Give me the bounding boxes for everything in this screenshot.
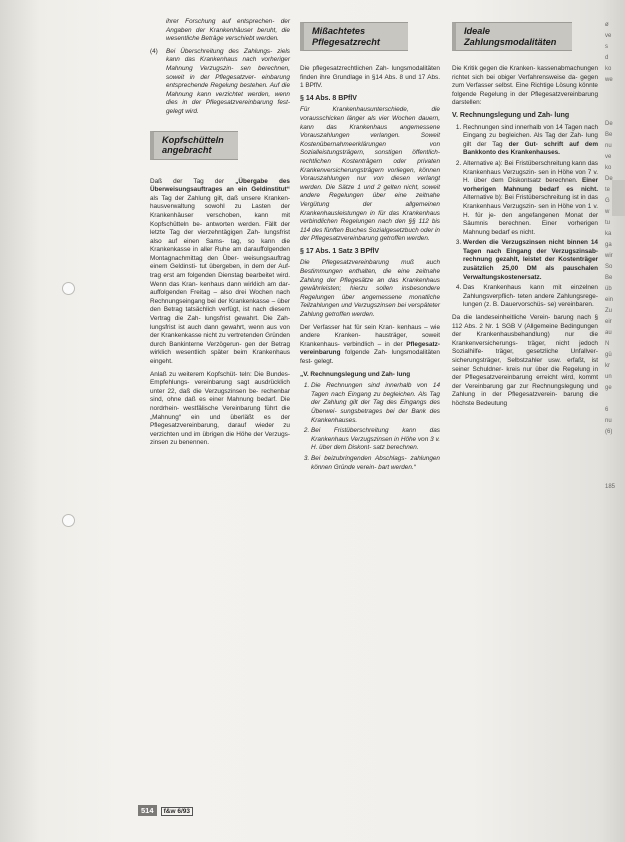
section-14-abs8-text: Für Krankenhausunterschiede, die vorausschicken länger als vier Wochen dauern, kann das Krankenhaus angemessene Vorauszahlungen verlangen. Soweit Kostenübernahmeerklärungen von Sozialleistungsträgern, sonstigen öffentlich-rechtlichen Kostenträgern oder privaten Krankenversicherungsträgern vorliegen, können Vorauszahlungen nur von diesen verlangt werden. Die Sätze 1 und 2 gelten nicht, soweit andere Regelungen über eine zeitnahe Vergütung der allgemeinen Krankenhausleistungen in für das Krankenhaus verbindlichen Regelungen nach den §§ 112 bis 114 des fünften Buches Sozialgesetzbuch oder in der Pflegesatzvereinbarung getroffen werden.	[300, 106, 440, 243]
edge-fragment	[605, 394, 625, 405]
quote-title: „V. Rechnungslegung und Zah- lung	[300, 370, 411, 378]
top-item-b	[150, 48, 290, 117]
edge-fragment	[605, 86, 625, 97]
para1-post: als Tag der Zahlung gilt, daß unsere Kranken- hausverwaltung sowohl zu Lasten der Krankenhäuser verschoben, kann mit Kopfschütteln be- antworten werden. Fällt der letzte Tag der vierzehntägigen Zah- lungsfrist also auf einen Sams- tag, so kann die Krankenkasse in aller Ruhe am darauffolgenden Montagnachmittag den Über- weisungsauftrag einem Geldinsti- tut übergeben, in dem der Auf- trag erst am folgenden Dienstag bearbeitet wird. Wenn das Kran- kenhaus dann wirklich am dar- auffolgenden Freitag – also drei Wochen nach Rechnungseingang bei der Krankenkasse – über den Betrag tatsächlich verfügt, ist nach diesem Vertrag die Zah- lungsfrist gewahrt. Die Zah- lungsfrist ist auch dann gewahrt, wenn aus von der Krankenkasse nicht zu vertretenden Gründen durch Bankinterne Verzögerun- gen der Betrag wirklich wesentlich später beim Krankenhaus eingeht.	[150, 194, 290, 365]
para1-bold: „Übergabe des Überweisungsauftrages an ein Geldinstitut“	[150, 177, 290, 194]
edge-fragment: 6	[605, 407, 609, 413]
edge-fragment: So	[605, 264, 613, 270]
item-text: Alternative a): Bei Fristüberschreitung kann das Krankenhaus Verzugszin- sen in Höhe von 7 v. H. über dem Diskontsatz berechnen.	[463, 159, 598, 185]
item-bold: Werden die Verzugszinsen nicht binnen 14 Tagen nach Eingang der Verzugszinsab- rechnung gezahlt, leistet der Kostenträger zusätzlich 25,00 DM als pauschalen Verwaltungskostenersatz.	[463, 239, 598, 281]
intro-paragraph: Die Kritik gegen die Kranken- kassenabmachungen richtet sich bei obiger Verfahrensweise da- gegen zum Verfasser selbst. Eine Richtige Lösung könnte folgende Regelung in der Pflegesatzvereinbarung darstellen:	[452, 65, 598, 107]
column-3	[452, 22, 598, 413]
edge-fragment: nu	[605, 418, 612, 424]
item-text: Rechnungen sind innerhalb von 14 Tagen nach Eingang zu begleichen. Als Tag der Zah- lung gilt der Tag	[463, 123, 598, 148]
edge-fragment: nu	[605, 143, 612, 149]
regulation-list	[452, 124, 598, 310]
edge-fragment: un	[605, 374, 612, 380]
edge-fragment: au	[605, 330, 612, 336]
column-1	[150, 18, 290, 452]
edge-fragment: gü	[605, 352, 612, 358]
heading-zahlungsmodalitaeten: Ideale Zahlungsmodalitäten	[452, 22, 572, 51]
edge-fragment: De	[605, 176, 613, 182]
edge-fragment: G	[605, 198, 610, 204]
item-bold: Einer vorherigen Mahnung bedarf es nicht.	[463, 177, 598, 193]
para3-pre: Der Verfasser hat für sein Kran- kenhaus – wie andere Kranken- hausträger, soweit Krankenhaus- verbindlich – in der	[300, 323, 440, 348]
section-17-abs1-text: Die Pflegesatzvereinbarung muß auch Bestimmungen enthalten, die eine zeitnahe Zahlung der Pflegesätze an das Krankenhaus gewährleisten; hierzu sollen insbesondere Regelungen über angemessene monatliche Teilzahlungen und Verzugszinsen bei verspäteter Zahlung getroffen werden.	[300, 259, 440, 319]
punch-hole-bottom	[62, 514, 75, 527]
paragraph-zahlungstag	[150, 178, 290, 367]
regulation-item	[463, 160, 598, 237]
edge-fragment: we	[605, 77, 613, 83]
top-item-a: ihrer Forschung auf entsprechen- der Angaben der Krankenhäuser beruht, die wesentliche Beträge verschiebt werden.	[166, 18, 290, 43]
regulation-item	[463, 124, 598, 158]
para3-post: folgende Zah- lungsmodalitäten fest- gelegt.	[300, 349, 440, 365]
edge-fragment: tu	[605, 220, 611, 226]
edge-fragment: w	[605, 209, 610, 215]
edge-fragment: ve	[605, 154, 612, 160]
edge-fragment: (6)	[605, 429, 613, 435]
top-item-b-number: (4)	[150, 47, 158, 55]
edge-fragment: ka	[605, 231, 612, 237]
regulation-item	[463, 239, 598, 282]
heading-pflegesatzrecht: Mißachtetes Pflegesatzrecht	[300, 22, 408, 51]
edge-fragment: wir	[605, 253, 613, 259]
journal-logo: f&w 6/93	[161, 807, 193, 816]
edge-fragment: ga	[605, 242, 612, 248]
edge-fragment: ge	[605, 385, 612, 391]
paragraph-vereinbarung	[300, 324, 440, 367]
para3-bold: Pflegesatz- vereinbarung	[300, 340, 440, 357]
facing-page-edge	[605, 20, 625, 493]
item-text: Alternative b): Bei Fristüberschreitung ist in das Krankenhaus Verzugszin- sen in Höhe von 1 v. H. für je- den angefangenen Monat der Säumnis berechnen. Einer vorherigen Mahnung bedarf es nicht.	[463, 194, 598, 236]
edge-fragment	[605, 438, 625, 449]
regulation-item	[463, 284, 598, 310]
paragraph-mahnung: Anlaß zu weiterem Kopfschüt- teln: Die Bundes-Empfehlungs- vereinbarung sagt ausdrücklich unter 22, daß die Verzugszinsen be- rechenbar sind, ohne daß es einer Mahnung bedarf. Die nordrhein- westfälische Vereinbarung führt die „Mahnung“ ein und überläßt es der Pflegesatzvereinbarung, darauf wieder zu verzichten und im übrigen die Höhe der Verzugs- zinsen zu benennen.	[150, 370, 290, 447]
edge-fragment: eir	[605, 319, 612, 325]
heading-kopfschuetteln: Kopfschütteln angebracht	[150, 131, 238, 160]
quote-item: 3. Bei beizubringenden Abschlags- zahlungen können Gründe verein- bart werden.“	[311, 455, 440, 472]
edge-fragment	[605, 97, 625, 108]
item-text: Das Krankenhaus kann mit einzelnen Zahlungsverpflich- teten andere Zahlungsrege- lungen (z. B. Dauervorschüs- se) vereinbaren.	[463, 284, 598, 309]
intro-paragraph: Die pflegesatzrechtlichen Zah- lungsmodalitäten finden ihre Grundlage in §14 Abs. 8 und 17 Abs. 1 BPflV.	[300, 65, 440, 90]
edge-fragment: ein	[605, 297, 614, 303]
edge-fragment	[605, 108, 625, 119]
edge-fragment: kr	[605, 363, 610, 369]
closing-paragraph: Da die landeseinheitliche Verein- barung nach § 112 Abs. 2 Nr. 1 SGB V (Allgemeine Bedingungen der Krankenhausbehandlung) nur die Krankenversicherungs- träger, nicht jedoch Sozialhilfe- träger, gesetzliche Unfallver- sicherungsträger, Selbstzahler usw. erfaßt, ist seiner Schuldner- kreis nur über die Regelung in der Pflegesatzvereinbarung erreicht wird, kommt der Vereinbarung gar zur Rechnungslegung und Zahlung in der Pflegesatzverein- barung die höchste Bedeutung	[452, 314, 598, 407]
page-number: 514	[138, 805, 157, 816]
para1-pre: Daß der Tag der	[150, 177, 236, 185]
edge-fragment: s	[605, 44, 608, 50]
section-14-abs8: § 14 Abs. 8 BPflV	[300, 94, 357, 102]
edge-fragment	[605, 449, 625, 460]
quote-item: 2. Bei Fristüberschreitung kann das Krankenhaus Verzugszinsen in Höhe von 3 v. H. über dem Diskont- satz berechnen.	[311, 427, 440, 453]
edge-fragment: üb	[605, 286, 612, 292]
edge-fragment: te	[605, 187, 611, 193]
edge-fragment	[605, 460, 625, 471]
section-17-abs1: § 17 Abs. 1 Satz 3 BPflV	[300, 247, 380, 255]
section-title: V. Rechnungslegung und Zah- lung	[452, 111, 570, 119]
edge-fragment	[605, 471, 625, 482]
edge-fragment: ø	[605, 22, 609, 28]
page-footer	[138, 806, 193, 815]
edge-fragment: ko	[605, 66, 612, 72]
quote-list	[300, 382, 440, 472]
edge-fragment: ve	[605, 33, 612, 39]
quote-item: 1. Die Rechnungen sind innerhalb von 14 Tagen nach Eingang zu begleichen. Als Tag der Zahlung gilt der Tag des Eingangs des Überwei- sungsbetrages bei der Bank des Krankenhauses.	[311, 382, 440, 425]
edge-fragment: Be	[605, 275, 613, 281]
item-bold: der Gut- schrift auf dem Bankkonto des Krankenhauses.	[463, 140, 598, 157]
edge-fragment: Zu	[605, 308, 613, 314]
top-item-b-text: Bei Überschreitung des Zahlungs- ziels kann das Krankenhaus nach vorheriger Mahnung Verzugszin- sen berechnen, soweit in der Pflegesatzver- einbarung entsprechende Regelung bestehen. Auf die Mahnung kann verzichtet werden, wenn dies in der Pflegesatzvereinbarung fest- gelegt wird.	[166, 47, 290, 115]
edge-fragment: N	[605, 341, 610, 347]
edge-fragment: Be	[605, 132, 613, 138]
column-2	[300, 22, 440, 476]
edge-fragment: ko	[605, 165, 612, 171]
edge-fragment: d	[605, 55, 609, 61]
punch-hole-top	[62, 282, 75, 295]
edge-fragment: De	[605, 121, 613, 127]
edge-fragment: 185	[605, 484, 616, 490]
